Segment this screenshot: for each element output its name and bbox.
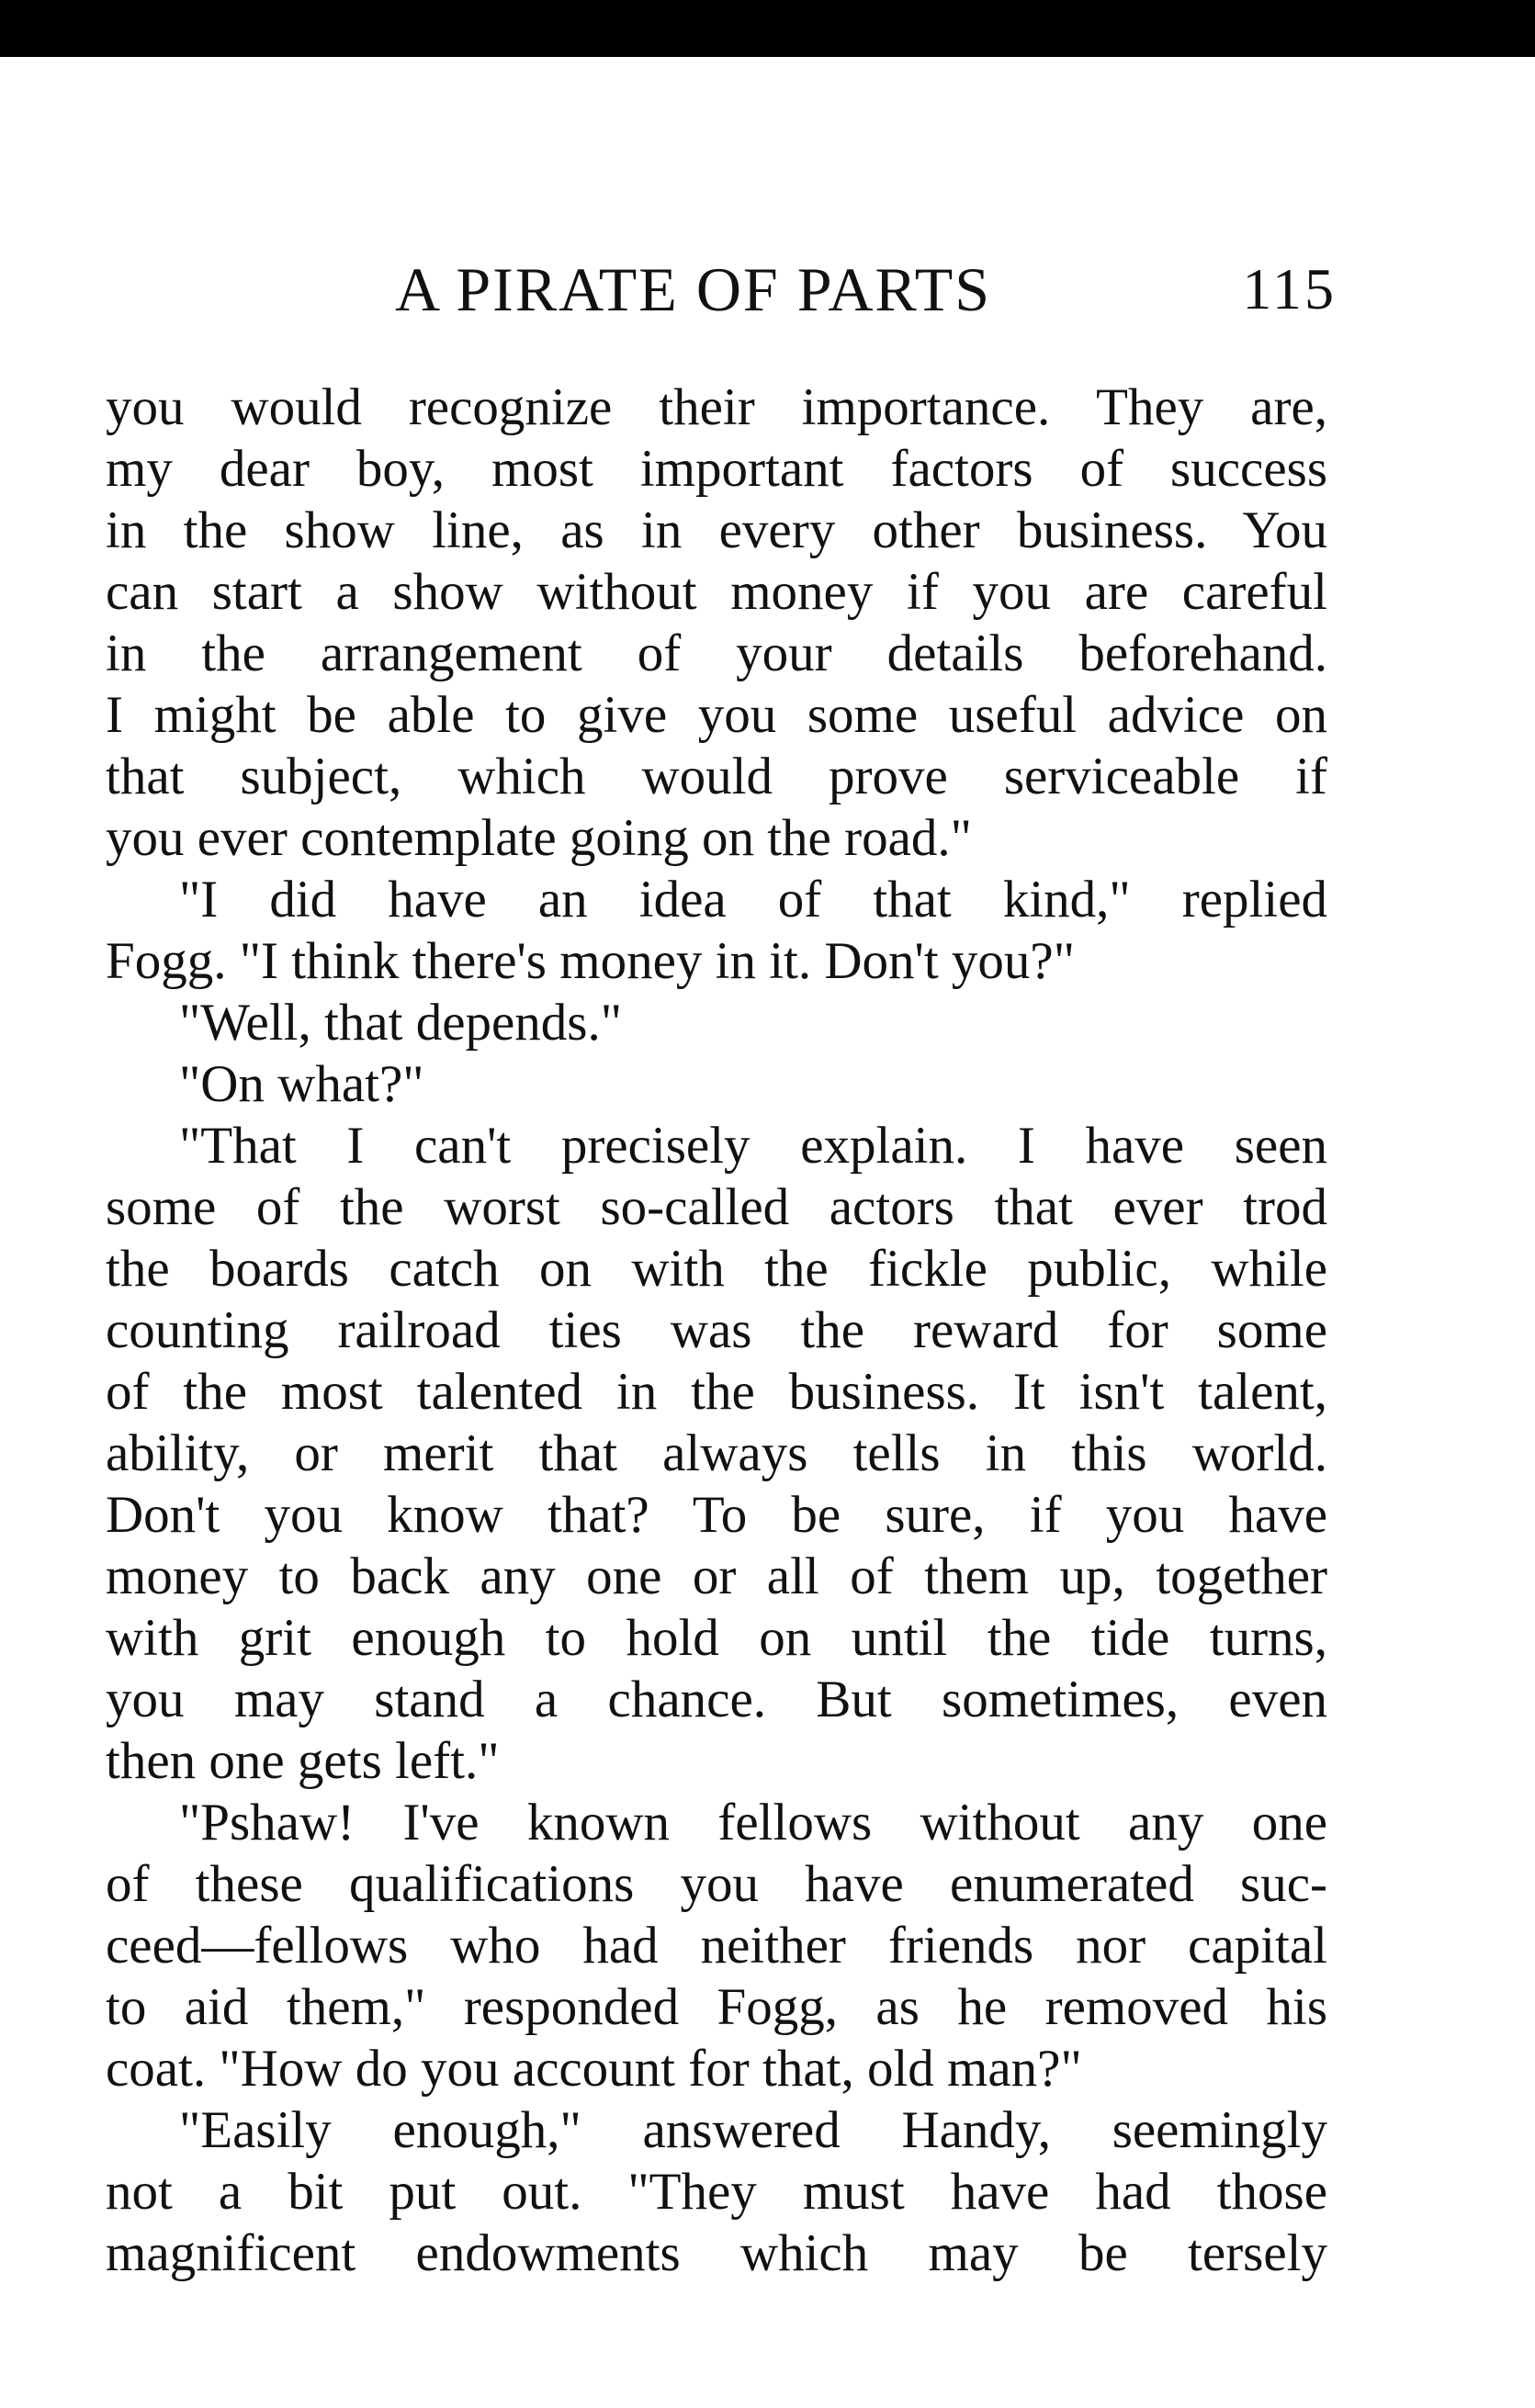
text-line: in the arrangement of your details beforehand. [106, 625, 1327, 682]
running-head [106, 248, 1337, 331]
text-line: can start a show without money if you are careful [106, 563, 1327, 621]
text-line: "I did have an idea of that kind," replied [179, 871, 1327, 928]
page-number: 115 [1242, 256, 1337, 321]
body-text [106, 377, 1327, 2284]
text-line: "On what?" [179, 1055, 424, 1113]
text-line: magnificent endowments which may be tersely [106, 2224, 1327, 2282]
text-line: of these qualifications you have enumerated suc- [106, 1855, 1327, 1913]
text-line: Don't you know that? To be sure, if you have [106, 1486, 1327, 1544]
text-line: with grit enough to hold on until the tide turns, [106, 1609, 1327, 1667]
text-line: coat. "How do you account for that, old man?" [106, 2040, 1082, 2098]
running-title: A PIRATE OF PARTS [395, 254, 992, 324]
text-line: my dear boy, most important factors of success [106, 440, 1327, 498]
text-line: "Well, that depends." [179, 994, 622, 1052]
text-line: counting railroad ties was the reward for some [106, 1301, 1327, 1359]
text-line: "Pshaw! I've known fellows without any one [179, 1794, 1327, 1851]
text-line: of the most talented in the business. It isn't talent, [106, 1363, 1327, 1421]
text-line: that subject, which would prove serviceable if [106, 748, 1327, 805]
text-line: you would recognize their importance. They are, [106, 378, 1327, 436]
top-border-bar [0, 0, 1535, 57]
text-line: you may stand a chance. But sometimes, even [106, 1671, 1327, 1728]
text-line: I might be able to give you some useful advice on [106, 686, 1327, 744]
text-line: then one gets left." [106, 1732, 500, 1790]
text-line: ability, or merit that always tells in this world. [106, 1424, 1327, 1482]
text-line: "Easily enough," answered Handy, seemingly [179, 2101, 1327, 2159]
text-line: ceed—fellows who had neither friends nor capital [106, 1917, 1327, 1975]
text-line: Fogg. "I think there's money in it. Don't you?" [106, 932, 1075, 990]
text-line: "That I can't precisely explain. I have seen [179, 1117, 1327, 1175]
text-line: you ever contemplate going on the road." [106, 809, 972, 867]
text-line: money to back any one or all of them up, together [106, 1547, 1327, 1605]
text-line: to aid them," responded Fogg, as he removed his [106, 1978, 1327, 2036]
text-line: some of the worst so-called actors that ever trod [106, 1178, 1327, 1236]
text-line: not a bit put out. "They must have had those [106, 2163, 1327, 2221]
text-line: the boards catch on with the fickle public, while [106, 1240, 1327, 1298]
text-line: in the show line, as in every other business. You [106, 501, 1327, 559]
